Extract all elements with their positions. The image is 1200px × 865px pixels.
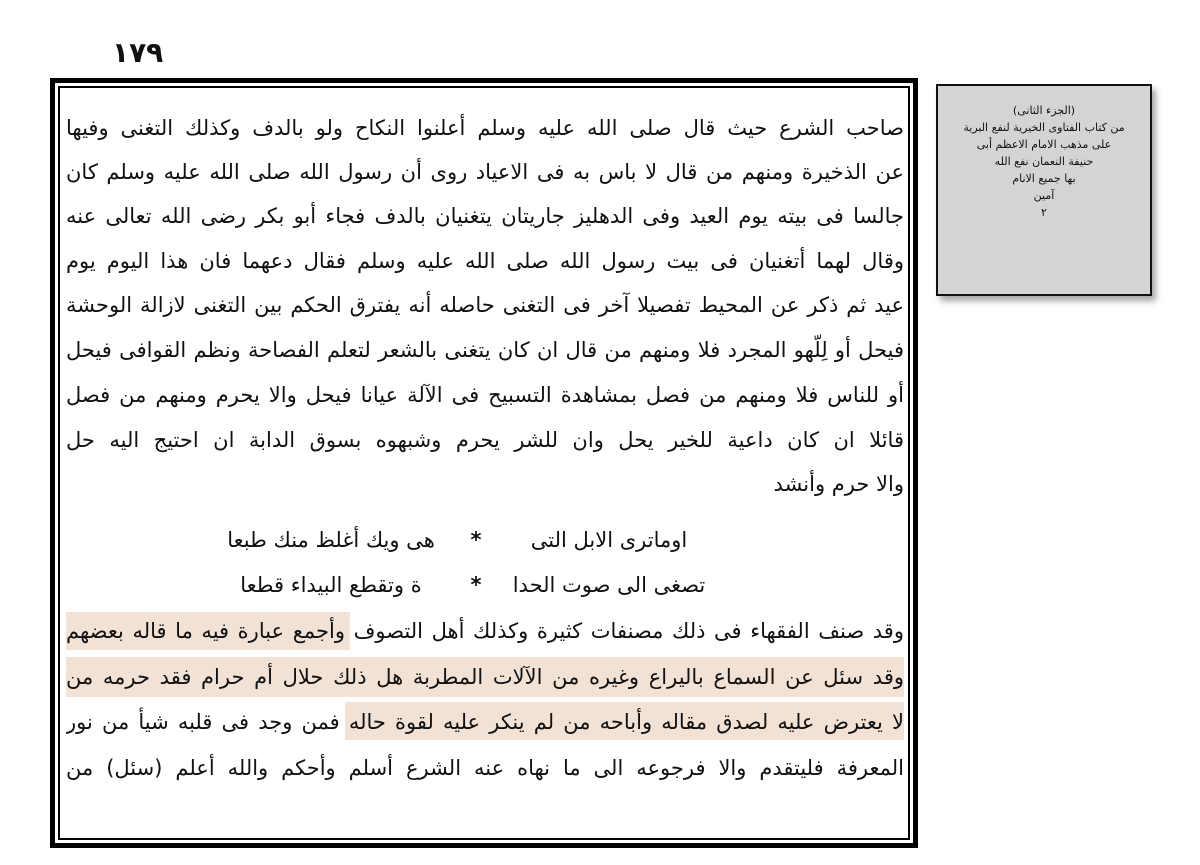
title-sidebox (936, 84, 1152, 296)
sidebox-line: من كتاب الفتاوى الخيرية لنفع البرية (963, 121, 1125, 134)
text-line: المعرفة فليتقدم والا فرجوعه الى ما نهاه عنه الشرع أسلم وأحكم والله أعلم (سئل) من (66, 756, 904, 780)
page-number: ١٧٩ (112, 36, 164, 69)
sidebox-line: على مذهب الامام الاعظم أبى (976, 138, 1112, 151)
verse-separator: * (470, 528, 482, 552)
text-line: عيد ثم ذكر عن المحيط تفصيلا آخر فى التغنى حاصله أنه يفترق الحكم بين التغنى لازالة الوحشة (66, 293, 904, 317)
text-line: لا يعترض عليه لصدق مقاله وأباحه من لم ينكر عليه لقوة حاله فمن وجد فى قلبه شيأ من نور (66, 710, 904, 734)
main-text-block (66, 100, 904, 835)
verse-line (66, 563, 904, 607)
verse-second-hemistich: ة وتقطع البيداء قطعا (240, 573, 422, 597)
text-line: والا حرم وأنشد (773, 472, 904, 496)
sidebox-line: حنيفة النعمان نفع الله (994, 155, 1094, 168)
text-line: وقد سئل عن السماع باليراع وغيره من الآلات المطربة هل ذلك حلال أم حرام فقد حرمه من (66, 665, 904, 689)
sidebox-line: (الجزء الثانى) (1012, 104, 1076, 117)
text-line: عن الذخيرة ومنهم من قال لا باس به فى الاعياد روى أن رسول الله صلى الله عليه وسلم كان (66, 160, 904, 184)
sidebox-line: آمين (1033, 189, 1055, 202)
text-line: وقال لهما أتغنيان فى بيت رسول الله صلى الله عليه وسلم فقال دعهما فان هذا اليوم يوم (66, 249, 904, 273)
text-line: وقد صنف الفقهاء فى ذلك مصنفات كثيرة وكذلك أهل التصوف وأجمع عبارة فيه ما قاله بعضهم (66, 619, 904, 643)
sidebox-line: ٢ (1041, 206, 1047, 219)
verse-separator: * (470, 573, 482, 597)
text-line: جالسا فى بيته يوم العيد وفى الدهليز جاريتان يتغنيان بالدف فجاء أبو بكر رضى الله تعالى عنه (66, 204, 904, 228)
text-line: قائلا ان كان داعية للخير يحل وان للشر يحرم وشبهوه بسوق الدابة ان احتيج اليه حل (66, 428, 904, 452)
sidebox-line: بها جميع الانام (1012, 172, 1076, 185)
verse-first-hemistich: اوماترى الابل التى (530, 528, 688, 552)
verse-first-hemistich: تصغى الى صوت الحدا (512, 573, 706, 597)
verse-second-hemistich: هى ويك أغلظ منك طبعا (227, 528, 435, 552)
verse-line (66, 518, 904, 562)
text-line: فيحل أو لِلّهو المجرد فلا ومنهم من قال ان كان يتغنى بالشعر لتعلم الفصاحة ونظم القوافى فيحل (66, 338, 904, 362)
text-line: أو للناس فلا ومنهم من فصل بمشاهدة التسبيح فى الآلة عيانا فيحل والا يحرم ومنهم من فصل (66, 383, 904, 407)
text-line: صاحب الشرع حيث قال صلى الله عليه وسلم أعلنوا النكاح ولو بالدف وكذلك التغنى وفيها (66, 116, 904, 140)
